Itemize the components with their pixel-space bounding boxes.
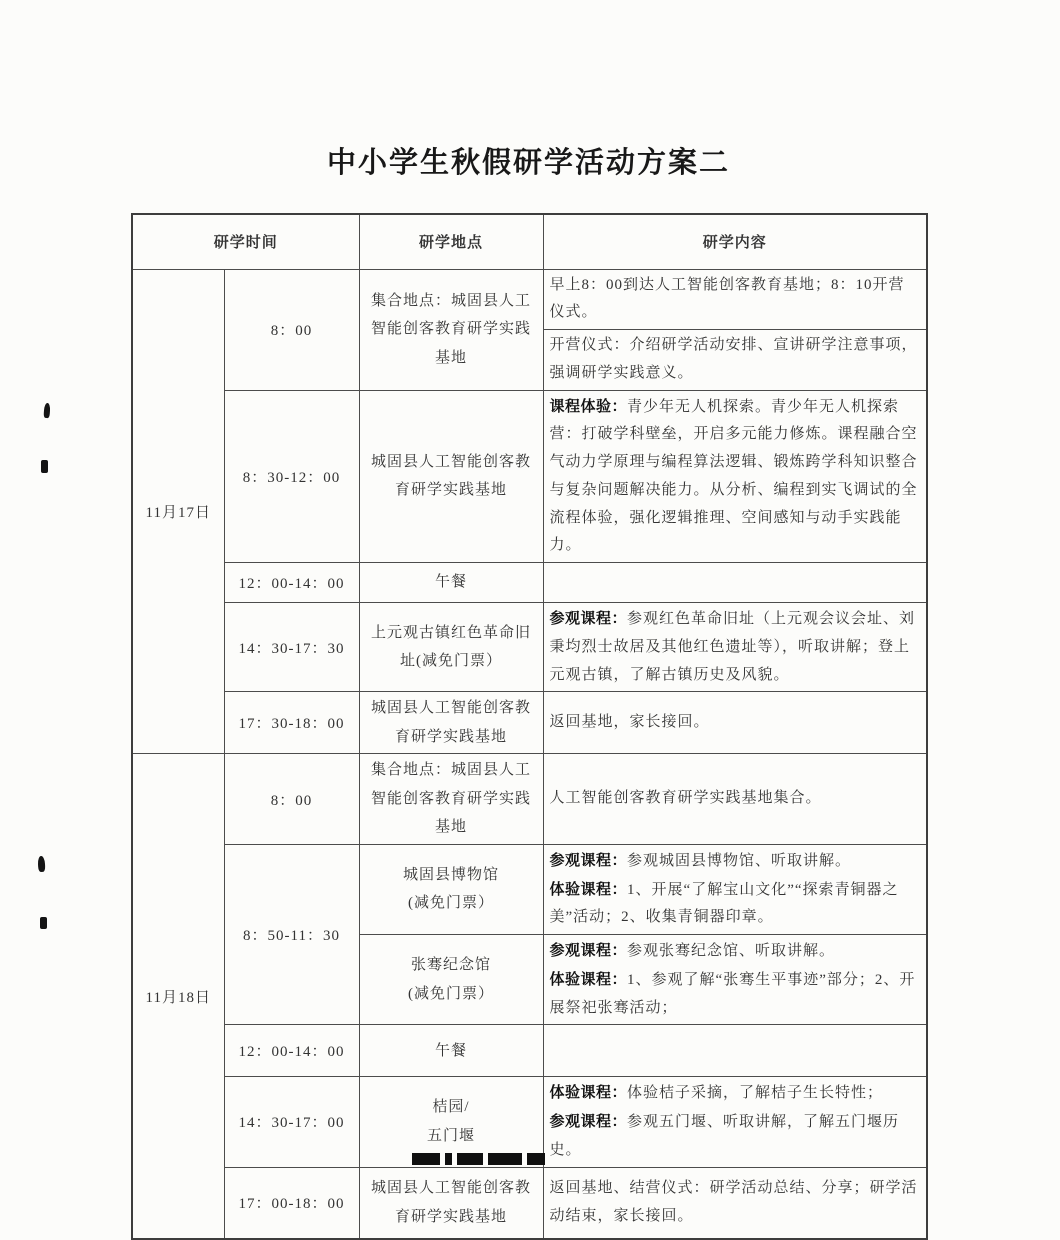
- table-row: [132, 844, 927, 934]
- segment-text: 参观五门堰、听取讲解，了解五门堰历史。: [549, 1114, 900, 1158]
- location-line2: (减免门票）: [408, 985, 495, 1002]
- content-text: 开营仪式：介绍研学活动安排、宣讲研学注意事项，强调研学实践意义。: [549, 337, 918, 381]
- header-row: [132, 214, 927, 269]
- table-row: [132, 1025, 927, 1077]
- content-cell: [543, 603, 927, 692]
- location-cell: 集合地点：城固县人工智能创客教育研学实践基地: [359, 754, 543, 845]
- location-line1: 桔园/: [432, 1099, 470, 1116]
- header-location: 研学地点: [359, 214, 543, 269]
- segment-label: 参观课程：: [549, 851, 628, 869]
- time-cell: 8：50-11：30: [224, 844, 359, 1025]
- content-cell: [543, 692, 927, 754]
- location-cell: 城固县人工智能创客教育研学实践基地: [359, 692, 543, 754]
- time-cell: 8：00: [224, 269, 359, 390]
- table-row: [132, 692, 927, 754]
- content-cell: [543, 1167, 927, 1239]
- schedule-table: [131, 213, 928, 1240]
- segment-label: 参观课程：: [549, 1113, 628, 1130]
- time-cell: 14：30-17：30: [224, 603, 359, 692]
- ink-smudge-mark: [43, 403, 50, 418]
- location-cell: 午餐: [359, 1025, 543, 1077]
- segment-text: 参观红色革命旧址（上元观会议会址、刘秉均烈士故居及其他红色遗址等），听取讲解；登上元观古镇，了解古镇历史及风貌。: [549, 611, 916, 683]
- location-cell: [359, 935, 543, 1025]
- table-row: [132, 603, 927, 692]
- content-segment: [550, 876, 921, 933]
- table-row: [132, 563, 927, 603]
- segment-text: 1、参观了解“张骞生平事迹”部分；2、开展祭祀张骞活动；: [549, 971, 916, 1016]
- content-cell: [543, 330, 927, 391]
- ink-smudge-mark: [40, 917, 47, 929]
- content-cell: [543, 754, 927, 845]
- table-row: [132, 1167, 927, 1239]
- ink-smudge-mark: [38, 856, 46, 872]
- location-cell: 上元观古镇红色革命旧址(减免门票）: [359, 603, 543, 692]
- segment-label: 课程体验：: [549, 397, 628, 415]
- location-line1: 张骞纪念馆: [411, 957, 492, 974]
- time-cell: 8：00: [224, 754, 359, 845]
- segment-text: 体验桔子采摘，了解桔子生长特性；: [627, 1085, 884, 1102]
- time-cell: 17：30-18：00: [224, 692, 359, 754]
- time-cell: 8：30-12：00: [224, 390, 359, 563]
- content-cell: [543, 269, 927, 330]
- content-text: 返回基地、结营仪式：研学活动总结、分享；研学活动结束，家长接回。: [549, 1180, 918, 1224]
- table-row: [132, 269, 927, 330]
- location-cell: 午餐: [359, 563, 543, 603]
- location-line1: 城固县博物馆: [403, 866, 500, 883]
- content-cell-empty: [543, 563, 927, 603]
- segment-label: 体验课程：: [549, 1084, 628, 1102]
- content-text: 早上8：00到达人工智能创客教育基地；8：10开营仪式。: [549, 276, 905, 321]
- segment-label: 参观课程：: [549, 942, 628, 959]
- segment-label: 体验课程：: [549, 970, 628, 988]
- segment-text: 1、开展“了解宝山文化”“探索青铜器之美”活动；2、收集青铜器印章。: [549, 881, 899, 926]
- header-time: 研学时间: [132, 214, 359, 269]
- segment-text: 参观城固县博物馆、听取讲解。: [627, 852, 852, 869]
- content-segment: [550, 393, 921, 561]
- content-text: 人工智能创客教育研学实践基地集合。: [549, 790, 822, 807]
- content-segment: [550, 847, 921, 876]
- time-cell: 14：30-17：00: [224, 1077, 359, 1167]
- location-cell: 城固县人工智能创客教育研学实践基地: [359, 390, 543, 563]
- time-cell: 17：00-18：00: [224, 1167, 359, 1239]
- table-row: [132, 754, 927, 845]
- content-cell: [543, 1077, 927, 1167]
- content-cell-empty: [543, 1025, 927, 1077]
- content-segment: [550, 1108, 921, 1165]
- segment-label: 体验课程：: [549, 880, 628, 898]
- page-title: 中小学生秋假研学活动方案二: [326, 147, 730, 179]
- location-cell: [359, 844, 543, 934]
- location-line2: (减免门票）: [408, 895, 495, 912]
- location-cell: 集合地点：城固县人工智能创客教育研学实践基地: [359, 269, 543, 390]
- content-text: 返回基地，家长接回。: [549, 713, 710, 730]
- content-segment: [550, 605, 921, 689]
- content-cell: [543, 390, 927, 563]
- content-segment: [550, 966, 921, 1023]
- segment-text: 青少年无人机探索。青少年无人机探索营：打破学科壁垒，开启多元能力修炼。课程融合空气动力学原理与编程算法逻辑、锻炼跨学科知识整合与复杂问题解决能力。从分析、编程到实飞调试的全流程体验，强化逻辑推理、空间感知与动手实践能力。: [549, 398, 918, 554]
- time-cell: 12：00-14：00: [224, 1025, 359, 1077]
- location-cell: 城固县人工智能创客教育研学实践基地: [359, 1167, 543, 1239]
- header-content: 研学内容: [543, 214, 927, 269]
- table-row: [132, 390, 927, 563]
- date-cell-day2: 11月18日: [132, 754, 224, 1239]
- content-cell: [543, 844, 927, 934]
- content-segment: [550, 1079, 921, 1108]
- clipped-footer-text-fragment: [412, 1153, 552, 1165]
- segment-label: 参观课程：: [549, 610, 628, 627]
- segment-text: 参观张骞纪念馆、听取讲解。: [627, 943, 836, 959]
- location-line2: 五门堰: [427, 1127, 476, 1144]
- ink-smudge-mark: [41, 460, 48, 473]
- content-segment: [550, 937, 921, 966]
- date-cell-day1: 11月17日: [132, 269, 224, 754]
- content-cell: [543, 935, 927, 1025]
- time-cell: 12：00-14：00: [224, 563, 359, 603]
